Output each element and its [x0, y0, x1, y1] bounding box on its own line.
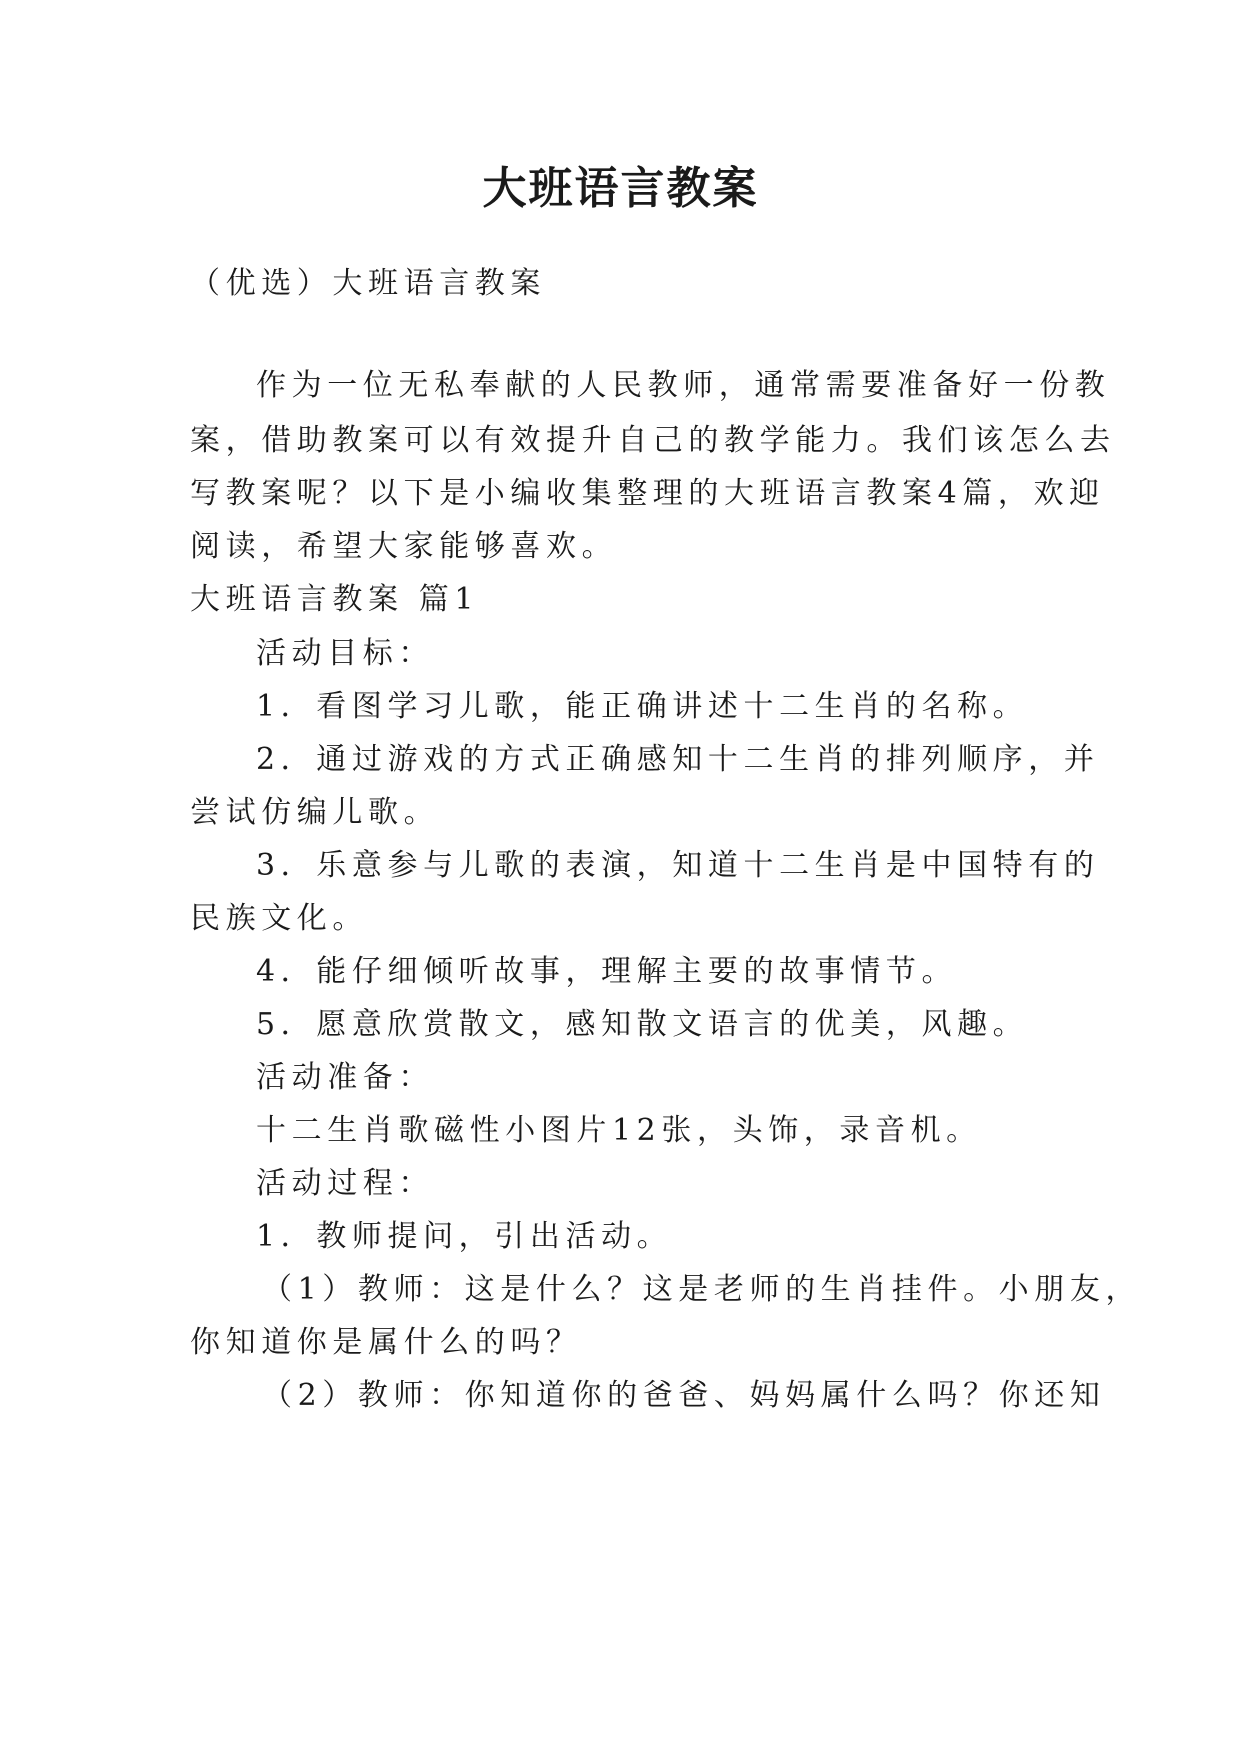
paragraph-line: 活动目标：	[256, 636, 434, 671]
paragraph-line: 活动准备：	[256, 1060, 434, 1095]
document-title: 大班语言教案	[482, 163, 759, 214]
subtitle: （优选）大班语言教案	[190, 266, 546, 301]
list-item: 1．教师提问，引出活动。	[256, 1219, 673, 1254]
list-item: （1）教师：这是什么？这是老师的生肖挂件。小朋友，	[262, 1272, 1142, 1307]
list-item: 3．乐意参与儿歌的表演，知道十二生肖是中国特有的	[256, 848, 1100, 883]
list-item: 2．通过游戏的方式正确感知十二生肖的排列顺序，并	[256, 742, 1100, 777]
paragraph-line: 作为一位无私奉献的人民教师，通常需要准备好一份教	[256, 368, 1111, 403]
paragraph-line: 你知道你是属什么的吗？	[190, 1325, 582, 1360]
list-item: 5．愿意欣赏散文，感知散文语言的优美，风趣。	[256, 1007, 1029, 1042]
paragraph-line: 民族文化。	[190, 901, 368, 936]
paragraph-line: 写教案呢？以下是小编收集整理的大班语言教案4篇，欢迎	[190, 476, 1105, 511]
paragraph-line: 活动过程：	[256, 1166, 434, 1201]
list-item: 4．能仔细倾听故事，理解主要的故事情节。	[256, 954, 958, 989]
paragraph-line: 尝试仿编儿歌。	[190, 795, 440, 830]
paragraph-line: 十二生肖歌磁性小图片12张，头饰，录音机。	[256, 1113, 982, 1148]
section-heading: 大班语言教案 篇1	[190, 582, 480, 617]
paragraph-line: 阅读，希望大家能够喜欢。	[190, 529, 618, 564]
paragraph-line: 案，借助教案可以有效提升自己的教学能力。我们该怎么去	[190, 423, 1116, 458]
list-item: （2）教师：你知道你的爸爸、妈妈属什么吗？你还知	[262, 1378, 1106, 1413]
list-item: 1．看图学习儿歌，能正确讲述十二生肖的名称。	[256, 689, 1029, 724]
